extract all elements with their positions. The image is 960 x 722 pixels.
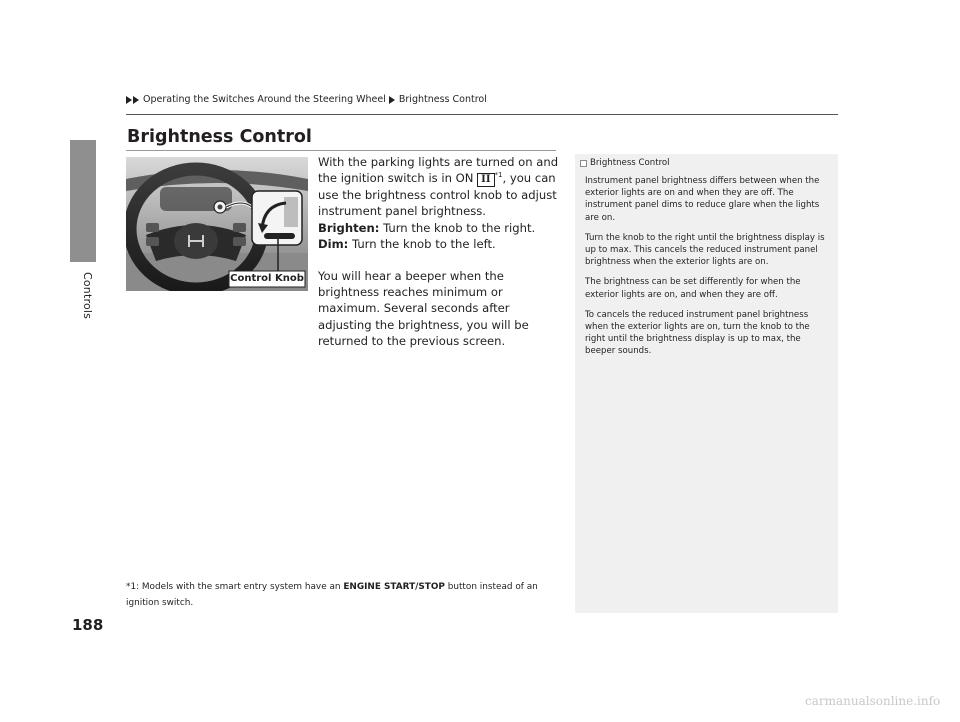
steering-wheel-illustration bbox=[126, 157, 308, 291]
note-paragraph: The brightness can be set differently for when the exterior lights are on, and when they are off. bbox=[585, 277, 801, 300]
breadcrumb bbox=[126, 94, 490, 105]
section-side-tab bbox=[70, 140, 96, 262]
title-divider bbox=[126, 150, 556, 151]
note-marker-icon bbox=[580, 160, 587, 167]
note-paragraph: Instrument panel brightness differs between when the exterior lights are on and when they are off. The instrument panel dims to reduce glare when the lights are on. bbox=[585, 176, 820, 223]
beeper-paragraph: You will hear a beeper when the brightness reaches minimum or maximum. Several seconds after adjusting the brightness, you will be returned to the previous screen. bbox=[318, 269, 529, 348]
page-title: Brightness Control bbox=[127, 127, 312, 147]
footnote bbox=[126, 579, 566, 611]
header-divider bbox=[126, 114, 838, 115]
notes-heading-text: Brightness Control bbox=[590, 158, 670, 168]
control-knob-callout: Control Knob bbox=[230, 273, 304, 284]
intro-paragraph bbox=[318, 154, 560, 220]
footnote-suffix: button instead of an ignition switch. bbox=[126, 582, 538, 608]
ignition-position-icon: II bbox=[477, 173, 494, 187]
breadcrumb-arrow-icon bbox=[389, 96, 395, 104]
intro-text: With the parking lights are turned on and the ignition switch is in ON bbox=[318, 155, 559, 186]
footnote-ref: *1 bbox=[494, 171, 503, 180]
footnote-prefix: *1: Models with the smart entry system have an bbox=[126, 582, 344, 592]
section-side-label: Controls bbox=[81, 272, 94, 320]
notes-heading bbox=[580, 158, 670, 168]
dim-label: Dim: bbox=[318, 236, 349, 251]
notes-body bbox=[585, 175, 829, 366]
brighten-instruction bbox=[318, 220, 560, 236]
intro-text-cont: , you can use the brightness control knob to adjust instrument panel brightness. bbox=[318, 171, 557, 219]
dim-text: Turn the knob to the left. bbox=[348, 236, 496, 251]
page-number: 188 bbox=[72, 616, 104, 634]
brighten-text: Turn the knob to the right. bbox=[379, 220, 536, 235]
brighten-label: Brighten: bbox=[318, 220, 380, 235]
breadcrumb-arrow-icon bbox=[126, 96, 132, 104]
breadcrumb-arrow-icon bbox=[133, 96, 139, 104]
footnote-bold: ENGINE START/STOP bbox=[343, 582, 445, 592]
main-text bbox=[318, 154, 560, 349]
breadcrumb-section[interactable]: Operating the Switches Around the Steering Wheel bbox=[143, 94, 386, 105]
dim-instruction bbox=[318, 236, 560, 252]
note-paragraph: Turn the knob to the right until the brightness display is up to max. This cancels the reduced instrument panel brightness when the exterior lights are on. bbox=[585, 232, 825, 268]
watermark: carmanualsonline.info bbox=[805, 694, 941, 708]
paragraph-gap bbox=[318, 252, 560, 268]
breadcrumb-current-page: Brightness Control bbox=[398, 94, 487, 105]
note-paragraph: To cancels the reduced instrument panel brightness when the exterior lights are on, turn the knob to the right until the brightness display is up to max, the beeper sounds. bbox=[585, 309, 810, 357]
